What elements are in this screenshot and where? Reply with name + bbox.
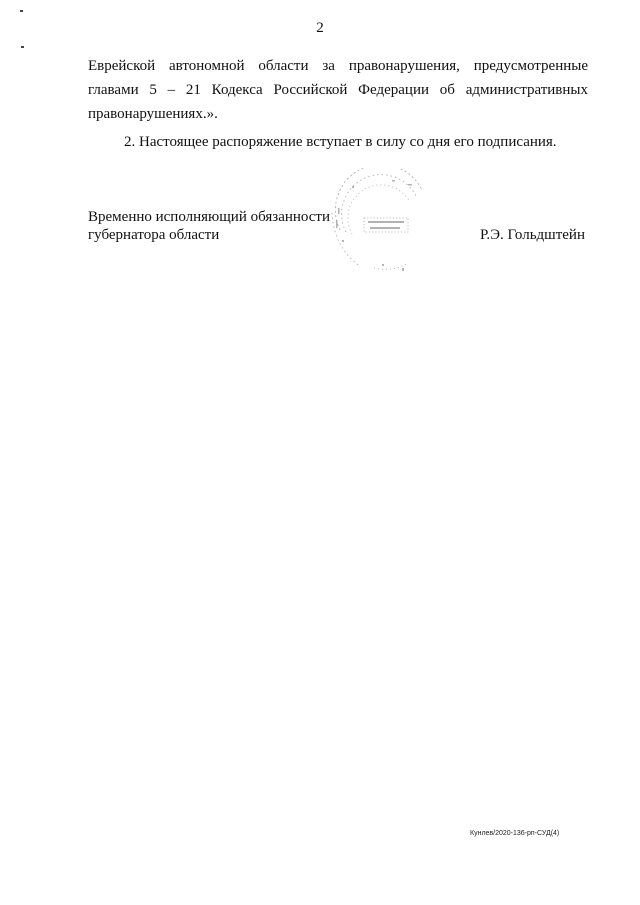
paragraph-1-line-3: правонарушениях.». (88, 106, 218, 122)
signatory-name: Р.Э. Гольдштейн (479, 227, 585, 243)
paragraph-1-line-2: главами 5 – 21 Кодекса Российской Федерации об административных (88, 82, 588, 98)
signatory-title-line-2: губернатора области (88, 227, 220, 243)
paragraph-1-line-1: Еврейской автономной области за правонарушения, предусмотренные (88, 58, 588, 74)
signatory-title-line-1: Временно исполняющий обязанности (88, 209, 331, 225)
document-code: Кунлев/2020-136-рп-СУД(4) (470, 830, 560, 837)
page-number: 2 (316, 20, 324, 36)
scan-artifact (20, 10, 23, 12)
scan-artifact (21, 46, 24, 48)
paragraph-2: 2. Настоящее распоряжение вступает в силу со дня его подписания. (124, 134, 557, 150)
signature-block (88, 208, 588, 244)
document-body (88, 54, 588, 154)
paragraph-1 (88, 54, 588, 126)
